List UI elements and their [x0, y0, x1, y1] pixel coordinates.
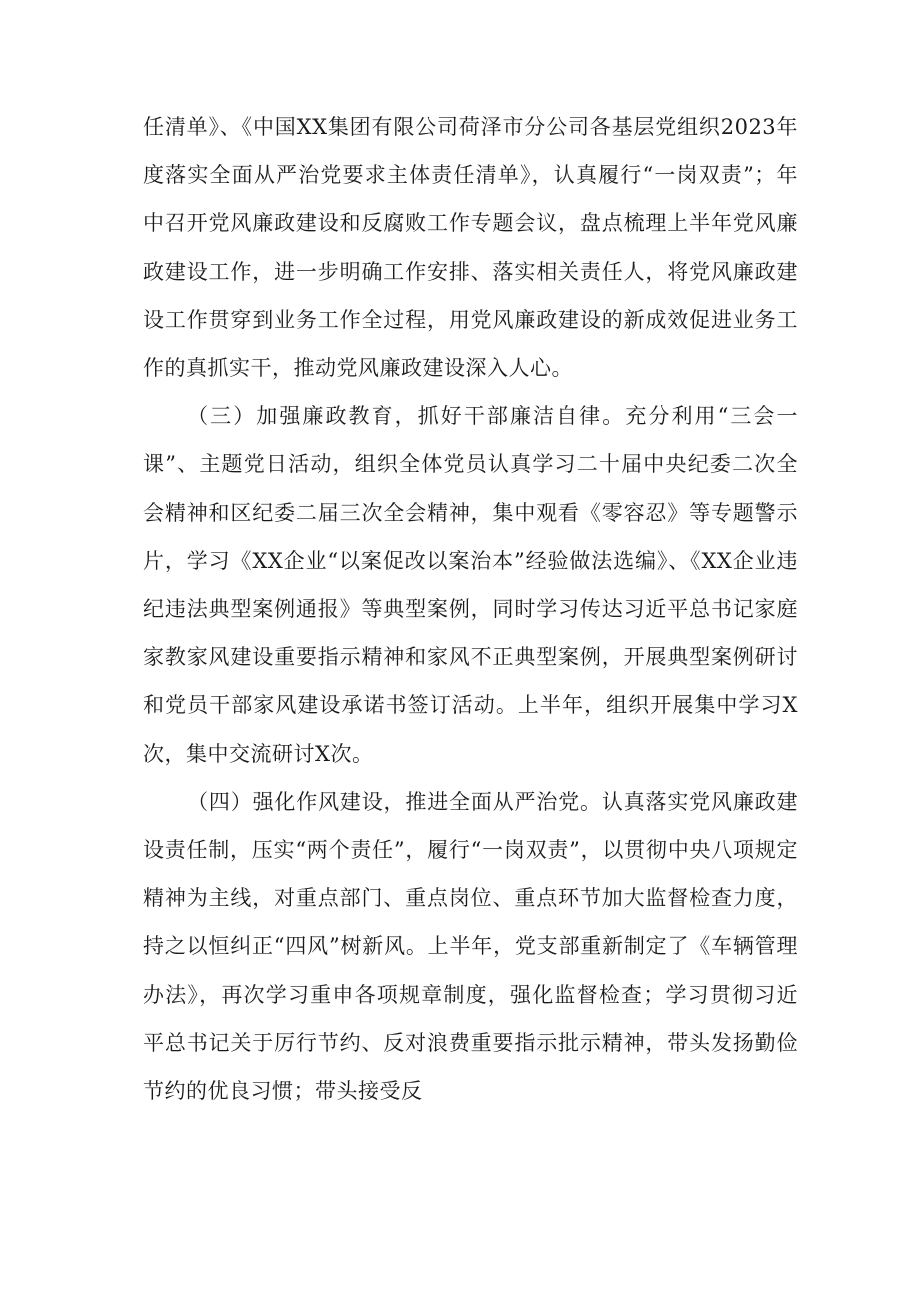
paragraph-section-3: （三）加强廉政教育，抓好干部廉洁自律。充分利用“三会一课”、主题党日活动，组织全体党员认真学习二十届中央纪委二次全会精神和区纪委二届三次全会精神，集中观看《零容忍》等专题警示片，学习《XX企业“以案促改以案治本”经验做法选编》、《XX企业违纪违法典型案例通报》等典型案例，同时学习传达习近平总书记家庭家教家风建设重要指示精神和家风不正典型案例，开展典型案例研讨和党员干部家风建设承诺书签订活动。上半年，组织开展集中学习X次，集中交流研讨X次。	[143, 404, 798, 766]
paragraph-continuation: 任清单》、《中国XX集团有限公司荷泽市分公司各基层党组织2023年度落实全面从严治党要求主体责任清单》，认真履行“一岗双责”；年中召开党风廉政建设和反腐败工作专题会议，盘点梳理上半年党风廉政建设工作，进一步明确工作安排、落实相关责任人，将党风廉政建设工作贯穿到业务工作全过程，用党风廉政建设的新成效促进业务工作的真抓实干，推动党风廉政建设深入人心。	[143, 115, 798, 381]
document-body	[143, 103, 798, 1115]
paragraph-section-4: （四）强化作风建设，推进全面从严治党。认真落实党风廉政建设责任制，压实“两个责任”，履行“一岗双责”，以贯彻中央八项规定精神为主线，对重点部门、重点岗位、重点环节加大监督检查力度，持之以恒纠正“四风”树新风。上半年，党支部重新制定了《车辆管理办法》，再次学习重申各项规章制度，强化监督检查；学习贯彻习近平总书记关于厉行节约、反对浪费重要指示批示精神，带头发扬勤俭节约的优良习惯；带头接受反	[143, 789, 798, 1104]
